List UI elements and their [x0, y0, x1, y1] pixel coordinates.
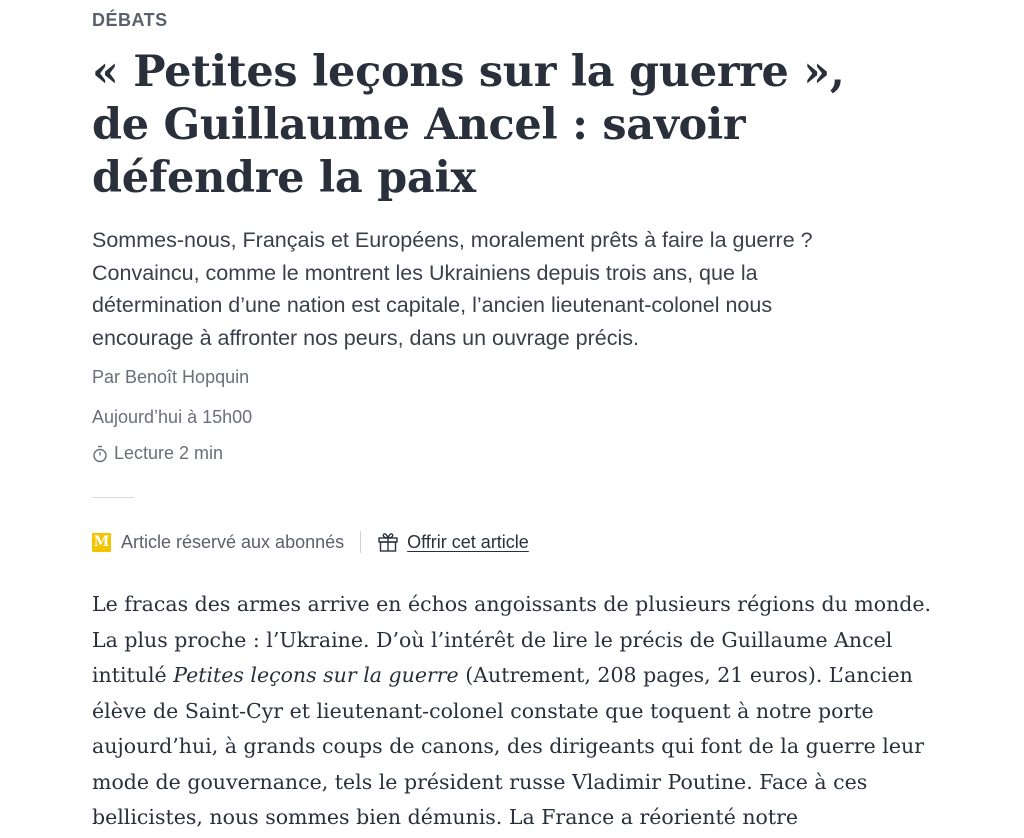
separator [360, 531, 361, 553]
article-standfirst: Sommes-nous, Français et Européens, moralement prêts à faire la guerre ? Convaincu, comme le montrent les Ukrainiens depuis trois ans, que la détermination d’une nation est capitale, l’ancien lieutenant-colonel nous encourage à affronter nos peurs, dans un ouvrage précis. [92, 228, 813, 350]
section-tag[interactable]: DÉBATS [92, 10, 168, 30]
timer-icon [92, 445, 108, 463]
reading-time [92, 443, 223, 464]
article-headline: « Petites leçons sur la guerre », de Guillaume Ancel : savoir défendre la paix [92, 47, 845, 203]
article-body [92, 587, 942, 836]
body-text-part-1: Le fracas des armes arrive en échos angoissants de plusieurs régions du monde. La plus proche : l’Ukraine. D’où l’intérêt de lire le précis de Guillaume Ancel intitulé [92, 592, 932, 687]
publish-date: Aujourd’hui à 15h00 [92, 407, 253, 427]
subscriber-bar [92, 531, 529, 553]
author-byline[interactable]: Par Benoît Hopquin [92, 367, 250, 387]
divider [92, 497, 134, 498]
body-text-part-2: (Autrement, 208 pages, 21 euros). L’ancien élève de Saint-Cyr et lieutenant-colonel constate que toquent à notre porte aujourd’hui, à grands coups de canons, des dirigeants qui font de la guerre leur mode de gouvernance, tels le président russe Vladimir Poutine. Face à ces bellicistes, nous sommes bien démunis. La France a réorienté notre [92, 663, 924, 829]
subscriber-label: Article réservé aux abonnés [121, 531, 345, 552]
reading-time-label: Lecture 2 min [114, 443, 224, 463]
le-monde-m-icon: M [93, 533, 110, 550]
offer-article-link[interactable]: Offrir cet article [407, 531, 529, 552]
gift-icon[interactable] [377, 531, 399, 553]
book-title: Petites leçons sur la guerre [173, 663, 459, 687]
